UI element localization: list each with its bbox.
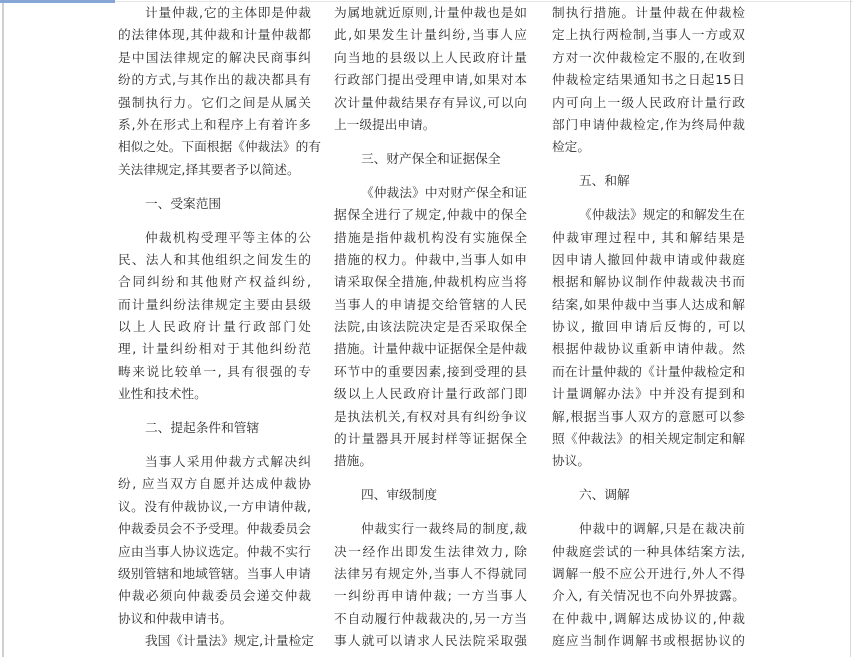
paragraph	[334, 518, 527, 652]
text-line: 因申请人撤回仲裁申请或仲裁庭	[552, 251, 745, 267]
text-line: 纷的方式,与其作出的裁决都具有	[118, 72, 311, 88]
text-line: 系,外在形式上和程序上有着许多	[118, 116, 311, 132]
text-line: 调解一般不应公开进行,外人不得	[552, 565, 745, 581]
text-line: 应由当事人协议选定。仲裁不实行	[118, 543, 311, 559]
text-line: 《仲裁法》中对财产保全和证	[361, 184, 527, 200]
text-line: 决一经作出即发生法律效力, 除	[334, 543, 527, 559]
paragraph	[552, 204, 745, 473]
text-line: 上一级提出申请。	[334, 116, 436, 132]
text-line: 我国《计量法》规定,计量检定	[145, 633, 314, 649]
text-line: 业性和技术性。	[118, 386, 207, 402]
text-line: 是执法机关,有权对具有纠纷争议	[334, 408, 527, 424]
text-column-2	[334, 2, 527, 653]
text-line: 的法律体现,其仲裁和计量仲裁都	[118, 27, 311, 43]
section-heading: 二、提起条件和管辖	[145, 420, 260, 436]
text-line: 定上执行两检制,当事人一方或双	[552, 27, 745, 43]
section-heading: 四、审级制度	[361, 487, 438, 503]
text-line: 措施的权力。仲裁中,当事人如申	[334, 251, 527, 267]
section-heading: 六、调解	[579, 487, 630, 503]
text-line: 合同纠纷和其他财产权益纠纷,	[118, 274, 311, 290]
text-line: 协议和仲裁申请书。	[118, 610, 233, 626]
text-column-3	[552, 2, 745, 653]
text-line: 而计量纠纷法律规定主要由县级	[118, 296, 311, 312]
text-line: 方对一次仲裁检定不服的,在收到	[552, 49, 745, 65]
text-line: 的计量器具开展封样等证据保全	[334, 431, 527, 447]
text-line: 部门申请仲裁检定,作为终局仲裁	[552, 116, 745, 132]
text-line: 计量仲裁,它的主体即是仲裁	[145, 5, 311, 20]
text-line: 庭应当制作调解书或根据协议的	[552, 633, 745, 649]
text-line: 级以上人民政府计量行政部门即	[334, 386, 527, 402]
paragraph	[118, 2, 321, 181]
text-line: 协议, 撤回申请后反悔的, 可以	[552, 319, 745, 335]
text-line: 向当地的县级以上人民政府计量	[334, 49, 527, 65]
text-line: 协议。	[552, 453, 591, 469]
text-line: 是中国法律规定的解决民商事纠	[118, 49, 311, 65]
text-line: 而在计量仲裁的《计量仲裁检定和	[552, 363, 745, 379]
text-line: 照《仲裁法》的相关规定制定和解	[552, 431, 745, 447]
text-line: 相似之处。下面根据《仲裁法》的有	[118, 139, 321, 155]
text-line: 结案,如果仲裁中当事人达成和解	[552, 296, 745, 312]
section-heading: 三、财产保全和证据保全	[361, 150, 501, 166]
text-line: 以上人民政府计量行政部门处	[118, 319, 311, 335]
text-line: 关法律规定,择其要者予以简述。	[118, 161, 300, 177]
text-line: 检定。	[552, 139, 591, 155]
text-line: 畴来说比较单一, 具有很强的专	[118, 363, 311, 379]
text-line: 民、法人和其他组织之间发生的	[118, 251, 311, 267]
text-line: 措施。	[334, 453, 373, 469]
text-line: 仲裁庭尝试的一种具体结案方法,	[552, 543, 745, 559]
text-line: 《仲裁法》规定的和解发生在	[579, 207, 745, 223]
paragraph	[118, 451, 311, 630]
text-line: 当事人采用仲裁方式解决纠	[145, 454, 311, 470]
text-line: 仲裁中的调解,只是在裁决前	[579, 521, 745, 537]
text-line: 据保全进行了规定,仲裁中的保全	[334, 207, 527, 223]
window-accent-bar	[0, 0, 115, 3]
text-line: 根据和解协议制作仲裁裁决书而	[552, 274, 745, 290]
text-line: 介入, 有关情况也不向外界披露。	[552, 588, 745, 604]
text-line: 仲裁必须向仲裁委员会递交仲裁	[118, 588, 311, 604]
text-line: 仲裁机构受理平等主体的公	[145, 229, 311, 245]
text-line: 仲裁实行一裁终局的制度,裁	[361, 521, 527, 537]
text-line: 在仲裁中,调解达成协议的,仲裁	[552, 610, 745, 626]
text-column-1	[118, 2, 321, 653]
text-line: 法院,由该法院决定是否采取保全	[334, 319, 527, 335]
left-border	[2, 3, 4, 657]
text-line: 级别管辖和地域管辖。当事人申请	[118, 565, 311, 581]
text-line: 理, 计量纠纷相对于其他纠纷范	[118, 341, 311, 357]
text-line: 内可向上一级人民政府计量行政	[552, 94, 745, 110]
paragraph	[552, 518, 745, 652]
text-line: 请采取保全措施,仲裁机构应当将	[334, 274, 527, 290]
text-line: 强制执行力。它们之间是从属关	[118, 94, 311, 110]
section-heading: 一、受案范围	[145, 195, 222, 211]
text-line: 根据仲裁协议重新申请仲裁。然	[552, 341, 745, 357]
text-line: 制执行措施。计量仲裁在仲裁检	[552, 5, 745, 20]
section-heading: 五、和解	[579, 173, 630, 189]
text-line: 不自动履行仲裁裁决的,另一方当	[334, 610, 527, 626]
text-line: 计量调解办法》中并没有提到和	[552, 386, 745, 402]
text-line: 议。没有仲裁协议,一方申请仲裁,	[118, 498, 311, 514]
text-line: 行政部门提出受理申请,如果对本	[334, 72, 527, 88]
text-line: 法律另有规定外,当事人不得就同	[334, 565, 527, 581]
text-line: 一纠纷再申请仲裁; 一方当事人	[334, 588, 527, 604]
paragraph	[118, 630, 314, 652]
text-line: 事人就可以请求人民法院采取强	[334, 633, 527, 649]
text-line: 当事人的申请提交给管辖的人民	[334, 296, 527, 312]
paragraph	[334, 182, 527, 473]
text-line: 措施是指仲裁机构没有实施保全	[334, 229, 527, 245]
text-line: 为属地就近原则,计量仲裁也是如	[334, 5, 527, 20]
paragraph	[118, 227, 311, 406]
text-line: 仲裁委员会不予受理。仲裁委员会	[118, 521, 311, 537]
paragraph	[552, 2, 745, 159]
text-line: 纷, 应当双方自愿并达成仲裁协	[118, 476, 311, 492]
text-line: 次计量仲裁结果存有异议,可以向	[334, 94, 527, 110]
paragraph	[334, 2, 527, 136]
text-line: 解,根据当事人双方的意愿可以参	[552, 408, 745, 424]
text-line: 仲裁检定结果通知书之日起15日	[552, 72, 745, 88]
text-line: 措施。计量仲裁中证据保全是仲裁	[334, 341, 527, 357]
text-line: 此,如果发生计量纠纷,当事人应	[334, 27, 527, 43]
text-line: 仲裁审理过程中, 其和解结果是	[552, 229, 745, 245]
right-border	[850, 0, 851, 657]
text-line: 环节中的重要因素,接到受理的县	[334, 363, 527, 379]
